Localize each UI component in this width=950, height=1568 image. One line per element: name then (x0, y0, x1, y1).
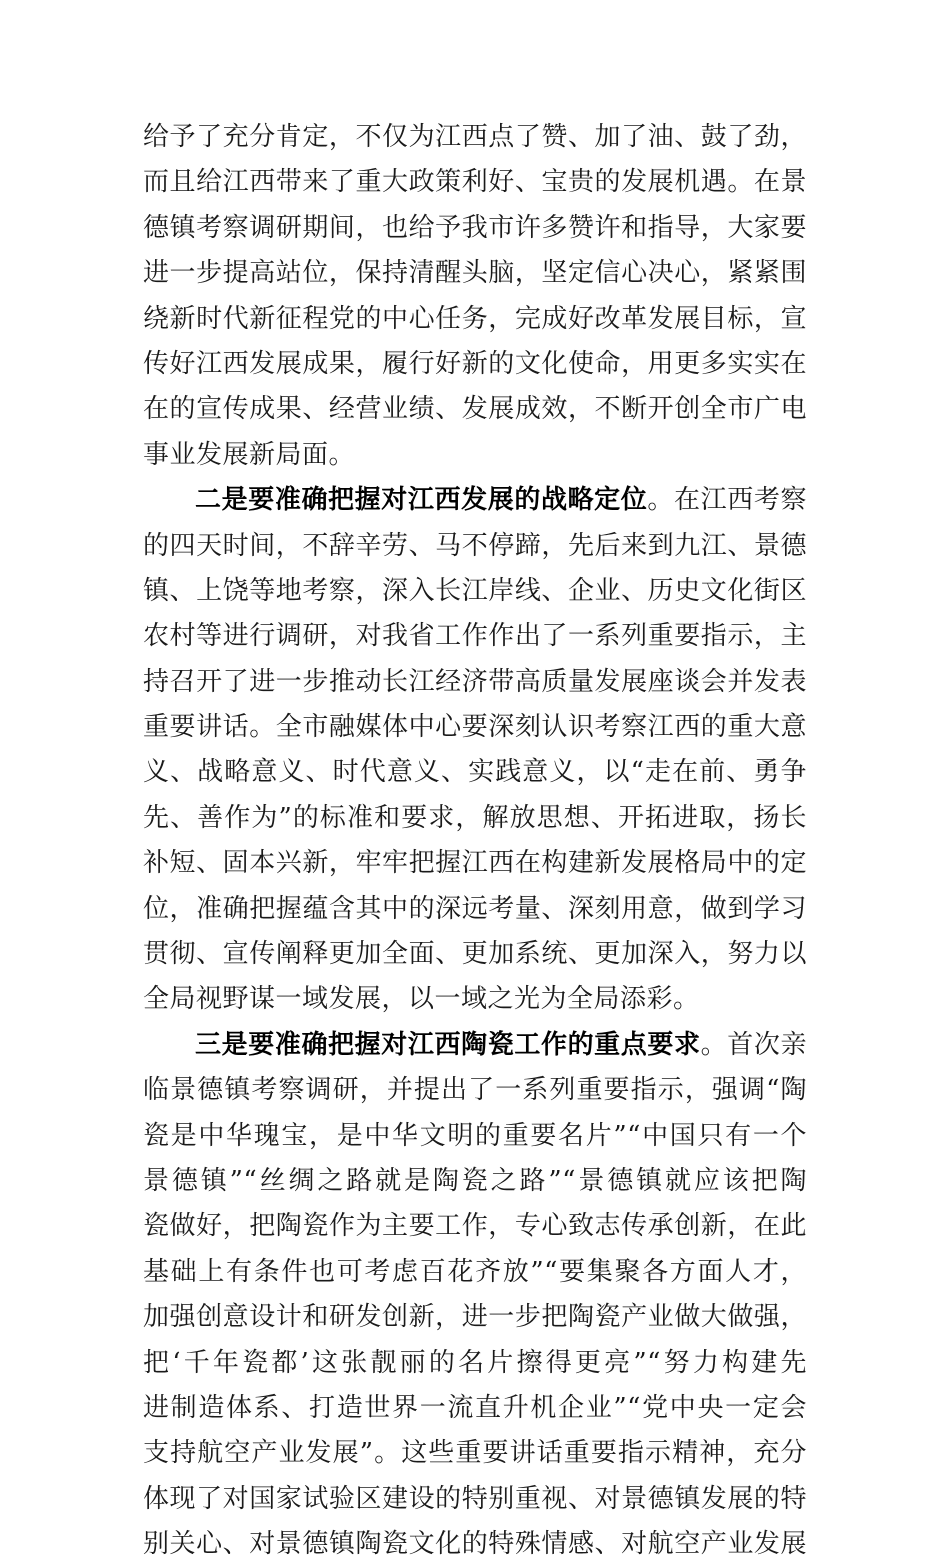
text-line: 而且给江西带来了重大政策利好、宝贵的发展机遇。在景 (143, 167, 807, 198)
text-line: 给予了充分肯定，不仅为江西点了赞、加了油、鼓了劲， (143, 122, 807, 152)
text-line: 临景德镇考察调研，并提出了一系列重要指示，强调“陶 (143, 1075, 807, 1106)
text-line: 进制造体系、打造世界一流直升机企业”“党中央一定会 (143, 1392, 807, 1423)
text-line: 贯彻、宣传阐释更加全面、更加系统、更加深入，努力以 (143, 939, 807, 970)
text-line: 补短、固本兴新，牢牢把握江西在构建新发展格局中的定 (143, 848, 807, 879)
paragraph-1 (143, 115, 807, 478)
paragraph-first-line (143, 478, 807, 523)
text-line: 全局视野谋一域发展，以一域之光为全局添彩。 (143, 984, 700, 1015)
paragraph-first-line-rest: 。在江西考察 (647, 485, 807, 516)
text-line: 瓷是中华瑰宝，是中华文明的重要名片”“中国只有一个 (143, 1120, 807, 1151)
text-line: 瓷做好，把陶瓷作为主要工作，专心致志传承创新，在此 (143, 1211, 807, 1242)
paragraph-first-line (143, 1023, 807, 1068)
text-line: 加强创意设计和研发创新，进一步把陶瓷产业做大做强， (143, 1302, 807, 1333)
text-line: 景德镇”“丝绸之路就是陶瓷之路”“景德镇就应该把陶 (143, 1165, 807, 1196)
text-line: 义、战略意义、时代意义、实践意义，以“走在前、勇争 (143, 757, 807, 788)
paragraph-3 (143, 1023, 807, 1568)
text-line: 绕新时代新征程党的中心任务，完成好改革发展目标，宣 (143, 303, 807, 334)
text-line: 别关心、对景德镇陶瓷文化的特殊情感、对航空产业发展 (143, 1529, 807, 1560)
paragraph-2 (143, 478, 807, 1023)
text-line: 基础上有条件也可考虑百花齐放”“要集聚各方面人才， (143, 1256, 807, 1287)
text-line: 位，准确把握蕴含其中的深远考量、深刻用意，做到学习 (143, 893, 807, 924)
text-line: 先、善作为”的标准和要求，解放思想、开拓进取，扬长 (143, 802, 807, 833)
paragraph-heading: 二是要准确把握对江西发展的战略定位 (195, 485, 648, 516)
text-line: 支持航空产业发展”。这些重要讲话重要指示精神，充分 (143, 1438, 807, 1469)
document-page (143, 115, 807, 1568)
text-line: 农村等进行调研，对我省工作作出了一系列重要指示，主 (143, 621, 807, 652)
text-line: 镇、上饶等地考察，深入长江岸线、企业、历史文化街区 (143, 575, 807, 606)
text-line: 的四天时间，不辞辛劳、马不停蹄，先后来到九江、景德 (143, 530, 807, 561)
text-line: 持召开了进一步推动长江经济带高质量发展座谈会并发表 (143, 666, 807, 697)
text-line: 把‘千年瓷都’这张靓丽的名片擦得更亮”“努力构建先 (143, 1347, 807, 1378)
text-line: 体现了对国家试验区建设的特别重视、对景德镇发展的特 (143, 1483, 807, 1514)
text-line: 德镇考察调研期间，也给予我市许多赞许和指导，大家要 (143, 212, 807, 243)
text-line: 在的宣传成果、经营业绩、发展成效，不断开创全市广电 (143, 394, 807, 425)
paragraph-first-line-rest: 。首次亲 (700, 1029, 807, 1060)
text-line: 事业发展新局面。 (143, 439, 356, 470)
paragraph-heading: 三是要准确把握对江西陶瓷工作的重点要求 (195, 1029, 701, 1060)
text-line: 重要讲话。全市融媒体中心要深刻认识考察江西的重大意 (143, 712, 807, 743)
text-line: 进一步提高站位，保持清醒头脑，坚定信心决心，紧紧围 (143, 258, 807, 289)
text-line: 传好江西发展成果，履行好新的文化使命，用更多实实在 (143, 348, 807, 379)
